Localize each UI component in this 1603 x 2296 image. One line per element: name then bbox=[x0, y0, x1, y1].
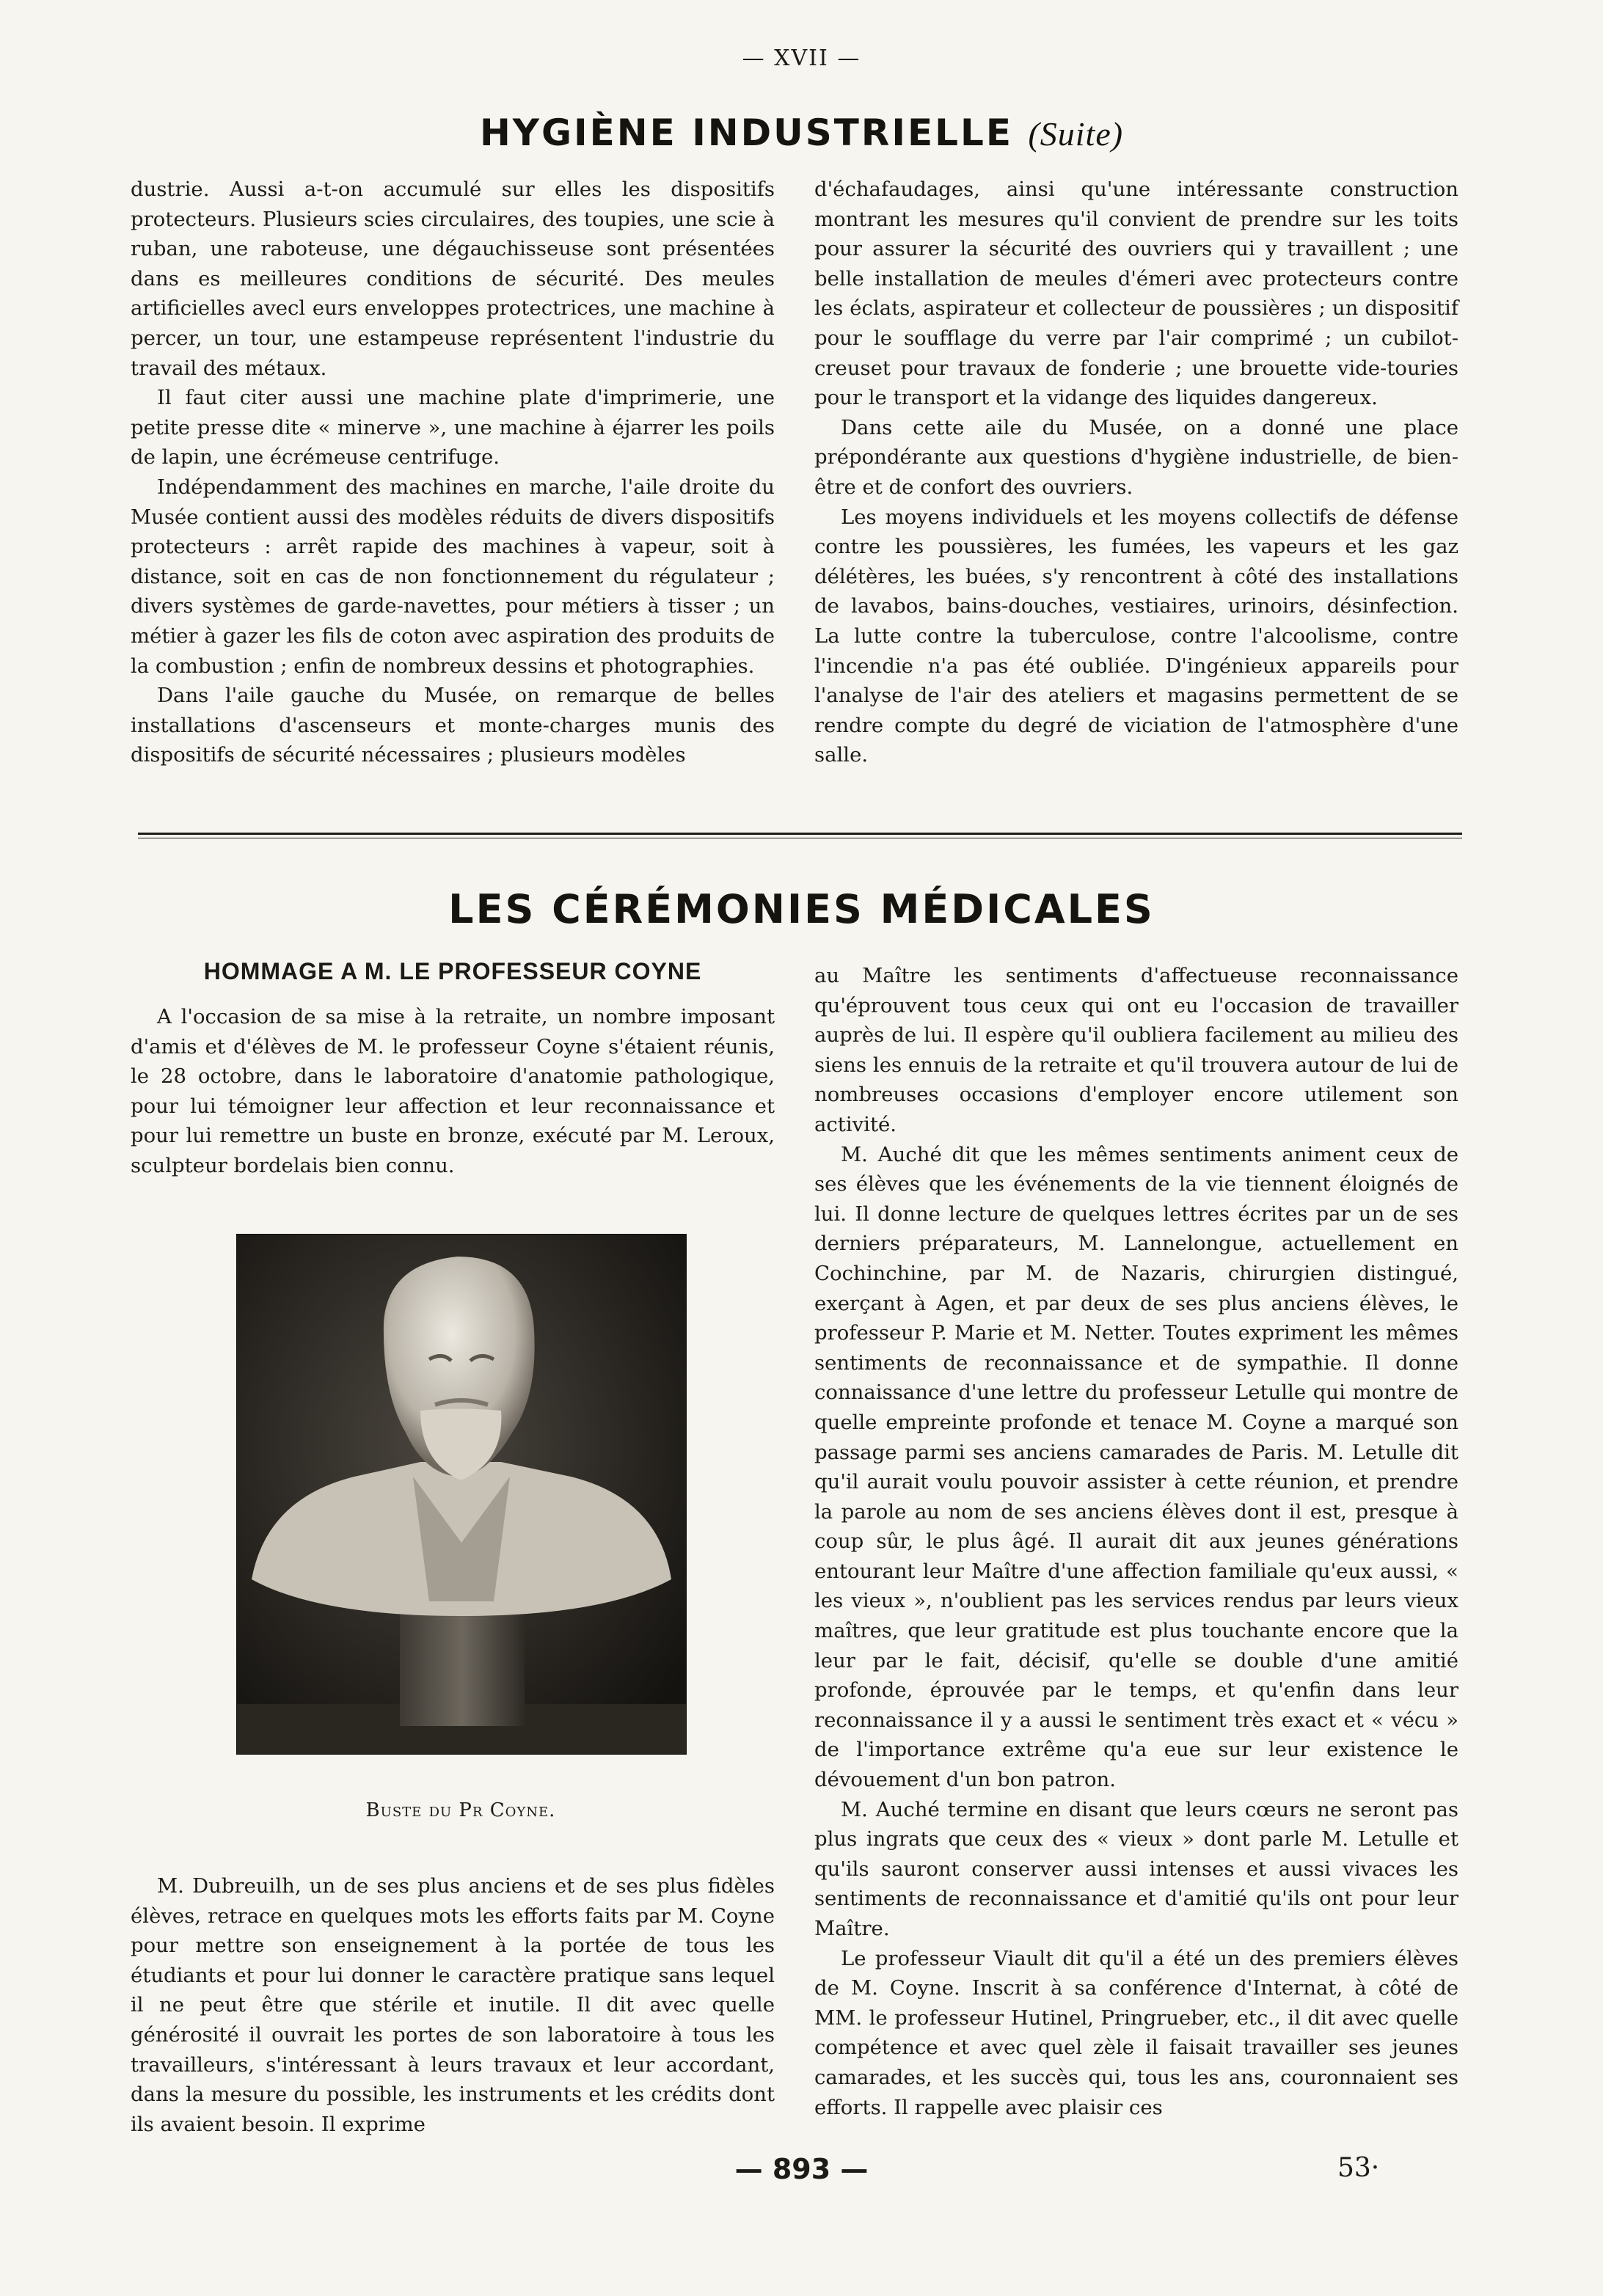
paragraph: Indépendamment des machines en marche, l'aile droite du Musée contient aussi des modèles réduits de divers dispositifs protecteurs : arrêt rapide des machines à vapeur, soit à distance, soit en cas de non fonctionnement du régulateur ; divers systèmes de garde-navettes, pour métiers à tisser ; un métier à gazer les fils de coton avec aspiration des produits de la combustion ; enfin de nombreux dessins et photographies. bbox=[131, 475, 775, 678]
section-title-hygiene bbox=[0, 111, 1603, 154]
hygiene-left-column bbox=[131, 175, 775, 770]
bust-illustration bbox=[237, 1235, 686, 1754]
section-title-ceremonies: LES CÉRÉMONIES MÉDICALES bbox=[448, 886, 1155, 932]
page-number: — 893 — bbox=[0, 2153, 1603, 2185]
sheet-number: 53· bbox=[1337, 2153, 1380, 2183]
article-subtitle: HOMMAGE A M. LE PROFESSEUR COYNE bbox=[203, 958, 702, 984]
paragraph: Les moyens individuels et les moyens collectifs de défense contre les poussières, les fumées, les vapeurs et les gaz délétères, les buées, s'y rencontrent à côté des installations de lavabos, bains-douches, vestiaires, urinoirs, désinfection. La lutte contre la tuberculose, contre l'alcoolisme, contre l'incendie n'a pas été oubliée. D'ingénieux appareils pour l'analyse de l'air des ateliers et magasins permettent de se rendre compte du degré de viciation de l'atmosphère d'une salle. bbox=[814, 505, 1458, 767]
paragraph: d'échafaudages, ainsi qu'une intéressante construction montrant les mesures qu'il convient de prendre sur les toits pour assurer la sécurité des ouvriers qui y travaillent ; une belle installation de meules d'émeri avec protecteurs contre les éclats, aspirateur et collecteur de poussières ; un dispositif pour le soufflage du verre par l'air comprimé ; un cubilot-creuset pour travaux de fonderie ; une brouette vide-touries pour le transport et la vidange des liquides dangereux. bbox=[814, 178, 1458, 410]
paragraph: Le professeur Viault dit qu'il a été un des premiers élèves de M. Coyne. Inscrit à sa conférence d'Internat, à côté de MM. le professeur Hutinel, Pringrueber, etc., il dit avec quelle compétence et avec quel zèle il faisait travailler ses jeunes camarades, et les succès qui, tous les ans, couronnaient ses efforts. Il rappelle avec plaisir ces bbox=[814, 1946, 1458, 2119]
page-folio: — XVII — bbox=[742, 45, 861, 71]
paragraph: M. Auché dit que les mêmes sentiments animent ceux de ses élèves que les événements de la vie tiennent éloignés de lui. Il donne lecture de quelques lettres écrites par un de ses derniers préparateurs, M. Lannelongue, actuellement en Cochinchine, par M. de Nazaris, chirurgien distingué, exerçant à Agen, et par deux de ses plus anciens élèves, le professeur P. Marie et M. Netter. Toutes expriment les mêmes sentiments de reconnaissance et de sympathie. Il donne connaissance d'une lettre du professeur Letulle qui montre de quelle empreinte profonde et tenace M. Coyne a marqué son passage parmi ses anciens camarades de Paris. M. Letulle dit qu'il aurait voulu pouvoir assister à cette réunion, et prendre la parole au nom de ses anciens élèves dont il est, presque à coup sûr, le plus âgé. Il aurait dit aux jeunes générations entourant leur Maître d'une affection familiale qu'eux aussi, « les vieux », n'oublient pas les services rendus par leurs vieux maîtres, que leur gratitude est plus touchante encore que la leur par le fait, décisif, qu'elle se double d'une amitié profonde, éprouvée par le temps, et qu'enfin dans leur reconnaissance il y a aussi le sentiment très exact et « vécu » de l'importance extrême qu'a eue sur leur existence le dévouement d'un bon patron. bbox=[814, 1142, 1458, 1792]
section-divider bbox=[138, 833, 1462, 835]
paragraph: Dans cette aile du Musée, on a donné une place prépondérante aux questions d'hygiène industrielle, de bien-être et de confort des ouvriers. bbox=[814, 415, 1458, 499]
article-right-column bbox=[814, 961, 1458, 2122]
article-left-bottom bbox=[131, 1871, 775, 2139]
paragraph: au Maître les sentiments d'affectueuse reconnaissance qu'éprouvent tous ceux qui ont eu l'occasion de travailler auprès de lui. Il espère qu'il oubliera facilement au milieu des siens les ennuis de la retraite et qu'il trouvera autour de lui de nombreuses occasions d'employer encore utilement son activité. bbox=[814, 964, 1458, 1136]
paragraph: Il faut citer aussi une machine plate d'imprimerie, une petite presse dite « minerve », une machine à éjarrer les poils de lapin, une écrémeuse centrifuge. bbox=[131, 386, 775, 469]
paragraph: M. Dubreuilh, un de ses plus anciens et de ses plus fidèles élèves, retrace en quelques mots les efforts faits par M. Coyne pour mettre son enseignement à la portée de tous les étudiants et pour lui donner le caractère pratique sans lequel il ne peut être que stérile et inutile. Il dit avec quelle générosité il ouvrait les portes de son laboratoire à tous les travailleurs, s'intéressant à leurs travaux et leur accordant, dans la mesure du possible, les instruments et les crédits dont ils avaient besoin. Il exprime bbox=[131, 1874, 775, 2136]
paragraph: dustrie. Aussi a-t-on accumulé sur elles les dispositifs protecteurs. Plusieurs scies circulaires, des toupies, une scie à ruban, une raboteuse, une dégauchisseuse sont présentées dans es meilleures conditions de sécurité. Des meules artificielles avecl eurs enveloppes protectrices, une machine à percer, un tour, une estampeuse représentent l'industrie du travail des métaux. bbox=[131, 178, 775, 380]
bust-photo bbox=[236, 1234, 687, 1755]
section-title-hygiene-text: HYGIÈNE INDUSTRIELLE bbox=[479, 111, 1014, 154]
article-intro bbox=[131, 1002, 775, 1181]
photo-caption: Buste du Pr Coyne. bbox=[365, 1799, 556, 1821]
paragraph: M. Auché termine en disant que leurs cœurs ne seront pas plus ingrats que ceux des « vieux » dont parle M. Letulle et qu'ils sauront conserver aussi intenses et aussi vivaces les sentiments de reconnaissance et d'amitié qu'ils ont pour leur Maître. bbox=[814, 1797, 1458, 1940]
paragraph: A l'occasion de sa mise à la retraite, un nombre imposant d'amis et d'élèves de M. le professeur Coyne s'étaient réunis, le 28 octobre, dans le laboratoire d'anatomie pathologique, pour lui témoigner leur affection et leur reconnaissance et pour lui remettre un buste en bronze, exécuté par M. Leroux, sculpteur bordelais bien connu. bbox=[131, 1005, 775, 1177]
paragraph: Dans l'aile gauche du Musée, on remarque de belles installations d'ascenseurs et monte-charges munis des dispositifs de sécurité nécessaires ; plusieurs modèles bbox=[131, 684, 775, 767]
section-title-suite: (Suite) bbox=[1028, 115, 1124, 153]
hygiene-right-column bbox=[814, 175, 1458, 770]
